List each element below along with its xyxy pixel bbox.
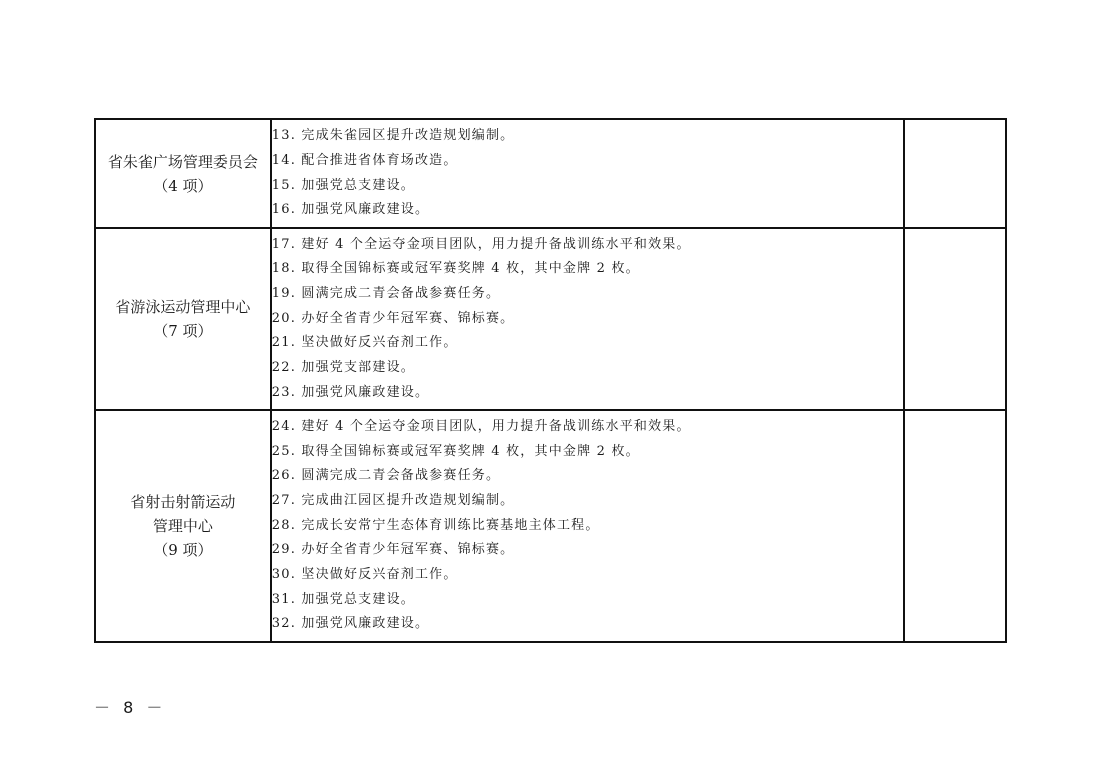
task-item: 18. 取得全国锦标赛或冠军赛奖牌 4 枚，其中金牌 2 枚。: [271, 261, 640, 277]
unit-count: （4 项）: [153, 176, 213, 195]
task-item: 17. 建好 4 个全运夺金项目团队，用力提升备战训练水平和效果。: [271, 236, 691, 252]
unit-name: 管理中心: [152, 517, 213, 535]
task-item: 30. 坚决做好反兴奋剂工作。: [271, 567, 458, 583]
task-item: 14. 配合推进省体育场改造。: [271, 152, 458, 168]
task-item: 24. 建好 4 个全运夺金项目团队，用力提升备战训练水平和效果。: [271, 418, 691, 434]
table-row: [95, 410, 1006, 642]
task-item: 25. 取得全国锦标赛或冠军赛奖牌 4 枚，其中金牌 2 枚。: [271, 443, 640, 459]
task-item: 26. 圆满完成二青会备战参赛任务。: [271, 468, 501, 484]
task-item: 19. 圆满完成二青会备战参赛任务。: [271, 285, 501, 301]
unit-cell: [95, 410, 271, 642]
unit-count: （7 项）: [153, 322, 213, 340]
unit-name: 省射击射箭运动: [130, 493, 236, 511]
unit-cell: [95, 119, 271, 228]
page-number: － 8 －: [94, 698, 167, 717]
task-item: 15. 加强党总支建设。: [271, 177, 415, 193]
remarks-cell: [904, 410, 1006, 642]
task-item: 22. 加强党支部建设。: [271, 360, 415, 376]
task-list-cell: [271, 410, 904, 642]
task-item: 20. 办好全省青少年冠军赛、锦标赛。: [271, 310, 515, 326]
task-item: 31. 加强党总支建设。: [271, 591, 415, 607]
remarks-cell: [904, 119, 1006, 228]
unit-count: （9 项）: [153, 541, 213, 559]
unit-name: 省游泳运动管理中心: [115, 298, 251, 316]
unit-cell: [95, 228, 271, 410]
task-item: 29. 办好全省青少年冠军赛、锦标赛。: [271, 542, 515, 558]
remarks-cell: [904, 228, 1006, 410]
table-row: [95, 228, 1006, 410]
task-item: 16. 加强党风廉政建设。: [271, 202, 430, 218]
task-list-cell: [271, 119, 904, 228]
task-item: 21. 坚决做好反兴奋剂工作。: [271, 335, 458, 351]
task-item: 28. 完成长安常宁生态体育训练比赛基地主体工程。: [271, 517, 600, 533]
table-row: [95, 119, 1006, 228]
task-list-cell: [271, 228, 904, 410]
task-item: 23. 加强党风廉政建设。: [271, 384, 430, 400]
unit-name: 省朱雀广场管理委员会: [107, 152, 258, 171]
task-table: [94, 118, 1007, 643]
task-item: 27. 完成曲江园区提升改造规划编制。: [271, 492, 515, 508]
task-item: 13. 完成朱雀园区提升改造规划编制。: [271, 128, 515, 144]
task-item: 32. 加强党风廉政建设。: [271, 616, 430, 632]
